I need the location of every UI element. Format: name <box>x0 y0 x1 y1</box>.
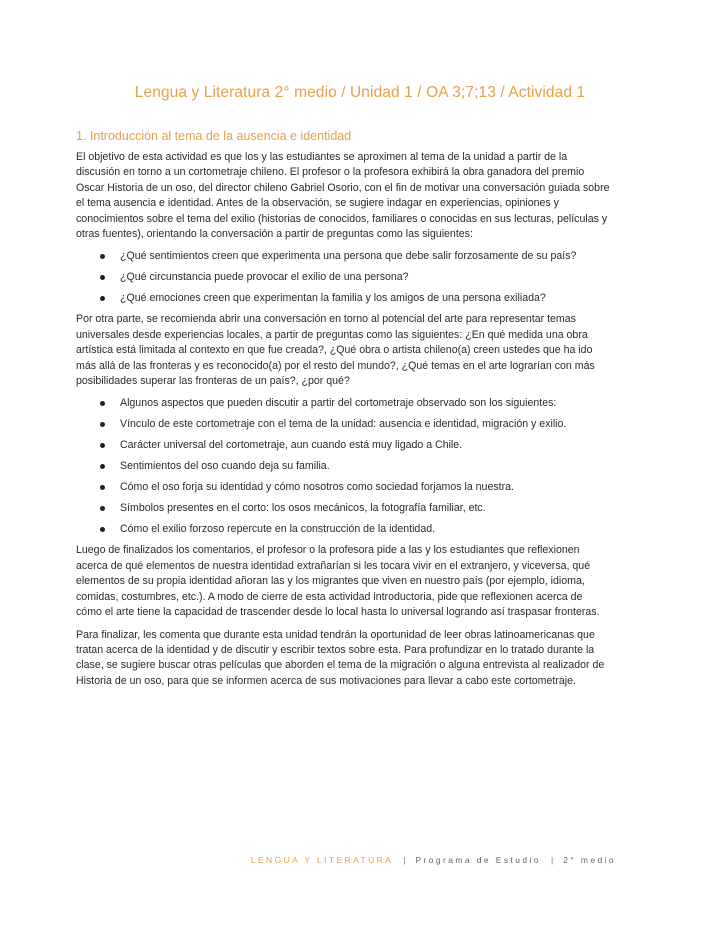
paragraph-closing: Para finalizar, les comenta que durante esta unidad tendrán la oportunidad de leer obras latinoamericanas que tratan acerca de la identidad y de discutir y escribir textos sobre esta. Para profundizar en lo tratado durante la clase, se sugiere buscar otras películas que aborden el tema de la migración o alguna entrevista al realizador de Historia de un oso, para que se informen acerca de sus motivaciones para llevar a cabo este cortometraje. <box>76 628 605 687</box>
list-item: ¿Qué circunstancia puede provocar el exilio de una persona? <box>100 270 610 285</box>
bullet-icon <box>100 464 105 469</box>
footer-separator: | <box>550 855 554 865</box>
list-item: Sentimientos del oso cuando deja su familia. <box>100 459 610 474</box>
list-item: ¿Qué sentimientos creen que experimenta una persona que debe salir forzosamente de su país? <box>100 249 610 264</box>
footer-separator: | <box>403 855 406 865</box>
footer-grade: 2° medio <box>563 855 616 865</box>
list-item: Cómo el oso forja su identidad y cómo nosotros como sociedad forjamos la nuestra. <box>100 480 610 495</box>
paragraph-reflection: Luego de finalizados los comentarios, el profesor o la profesora pide a las y los estudiantes que reflexionen acerca de qué elementos de nuestra identidad extrañarían si les tocara vivir en el extranjero, y viceversa, qué elementos de su propia identidad añoran las y los migrantes que viven en nuestro país (por ejemplo, idioma, comidas, costumbres, etc.). A modo de cierre de esta actividad introductoria, pide que reflexionen acerca de cómo el arte tiene la capacidad de trascender desde lo local hasta lo universal logrando así traspasar fronteras. <box>76 544 600 619</box>
paragraph-intro: El objetivo de esta actividad es que los y las estudiantes se aproximen al tema de la unidad a partir de la discusión en torno a un cortometraje chileno. El profesor o la profesora exhibirá la obra ganadora del premio Oscar Historia de un oso, del director chileno Gabriel Osorio, con el fin de motivar una conversación guiada sobre el tema ausencia e identidad. Antes de la observación, se sugiere indagar en experiencias, opiniones y conocimientos sobre el tema del exilio (historias de conocidos, familiares o conocidas en sus lecturas, películas y otras fuentes), orientando la conversación a partir de preguntas como las siguientes: <box>76 151 610 241</box>
list-item: Símbolos presentes en el corto: los osos mecánicos, la fotografía familiar, etc. <box>100 501 610 516</box>
section-heading: 1. Introducción al tema de la ausencia e identidad <box>76 129 352 143</box>
paragraph-art: Por otra parte, se recomienda abrir una conversación en torno al potencial del arte para representar temas universales desde experiencias locales, a partir de preguntas como las siguientes: ¿En qué medida una obra artística está limitada al contexto en que fue creada?, ¿Qué obra o artista chileno(a) creen ustedes que ha ido más allá de las fronteras y es reconocido(a) por el resto del mundo?, ¿Qué temas en el arte lograrían con más posibilidades superar las fronteras de un país?, ¿por qué? <box>76 313 595 388</box>
document-body <box>76 150 610 696</box>
bullet-icon <box>100 401 105 406</box>
bullet-icon <box>100 275 105 280</box>
footer-program: Programa de Estudio <box>415 855 541 865</box>
list-item: Vínculo de este cortometraje con el tema de la unidad: ausencia e identidad, migración y exilio. <box>100 417 610 432</box>
aspect-list <box>76 396 610 537</box>
question-list <box>76 249 610 306</box>
bullet-icon <box>100 254 105 259</box>
list-item: ¿Qué emociones creen que experimentan la familia y los amigos de una persona exiliada? <box>100 291 610 306</box>
bullet-icon <box>100 506 105 511</box>
footer-subject: LENGUA Y LITERATURA <box>250 855 394 865</box>
list-item: Cómo el exilio forzoso repercute en la construcción de la identidad. <box>100 522 610 537</box>
bullet-icon <box>100 296 105 301</box>
list-item: Carácter universal del cortometraje, aun cuando está muy ligado a Chile. <box>100 438 610 453</box>
bullet-icon <box>100 443 105 448</box>
bullet-icon <box>100 527 105 532</box>
page-title: Lengua y Literatura 2° medio / Unidad 1 / OA 3;7;13 / Actividad 1 <box>134 84 586 101</box>
page-footer <box>251 855 616 865</box>
bullet-icon <box>100 485 105 490</box>
bullet-icon <box>100 422 105 427</box>
list-item: Algunos aspectos que pueden discutir a partir del cortometraje observado son los siguientes: <box>100 396 610 411</box>
